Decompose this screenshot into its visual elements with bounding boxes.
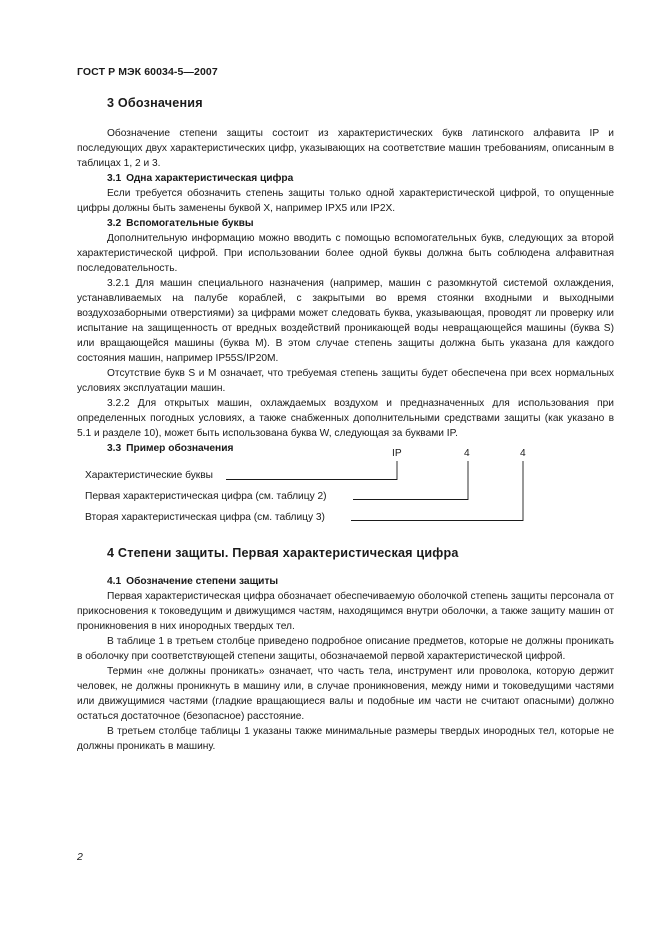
example-code-letters: IP [392, 448, 402, 459]
section-4-paragraph-1: Первая характеристическая цифра обозначает обеспечиваемую оболочкой степень защиты персонала от прикосновения к токоведущим и движущимся частям, находящимся внутри оболочки, а также защиту машин от проникновения в них инородных твердых тел. [77, 591, 614, 632]
section-4-paragraph-2: В таблице 1 в третьем столбце приведено подробное описание предметов, которые не должны проникать в оболочку при соответствующей степени защиты, обозначаемой первой характеристической цифрой. [77, 636, 614, 662]
example-label-second-digit: Вторая характеристическая цифра (см. таблицу 3) [85, 512, 325, 523]
subsection-3-3-number: 3.3 [107, 443, 122, 454]
section-3-heading: 3 Обозначения [107, 96, 203, 110]
section-4-heading: 4 Степени защиты. Первая характеристическая цифра [107, 546, 459, 560]
section-4-body [77, 574, 614, 754]
clause-3-2-1-text: 3.2.1 Для машин специального назначения (например, машин с разомкнутой системой охлаждения, устанавливаемых на палубе кораблей, с закрытыми во время стоянки входными и выходными воздухозаборными отверстиями) за цифрами может следовать буква, указывающая, проводят ли проверку или испытание на защищенность от вредных воздействий проникающей воды невращающейся машины (буква S) или вращающейся машины (буква M). В этом случае степень защиты должна быть указана для каждого состояния машин, например IP55S/IP20M. [77, 278, 614, 364]
example-label-letters: Характеристические буквы [85, 470, 213, 481]
subsection-3-2-text: Дополнительную информацию можно вводить с помощью вспомогательных букв, следующих за второй характеристической цифрой. При использовании более одной буквы должна быть соблюдена алфавитная последовательность. [77, 233, 614, 274]
subsection-3-1-number: 3.1 [107, 173, 122, 184]
subsection-3-2-title: Вспомогательные буквы [126, 218, 254, 229]
clause-3-2-1-note: Отсутствие букв S и M означает, что требуемая степень защиты будет обеспечена при всех нормальных условиях эксплуатации машин. [77, 368, 614, 394]
subsection-3-2-number: 3.2 [107, 218, 122, 229]
subsection-4-1-heading [77, 574, 614, 589]
subsection-4-1-number: 4.1 [107, 576, 122, 587]
clause-3-2-2-text: 3.2.2 Для открытых машин, охлаждаемых воздухом и предназначенных для использования при определенных погодных условиях, а также снабженных дополнительными средствами защиты (как указано в 5.1 и разделе 10), может быть использована буква W, следующая за буквами IP. [77, 398, 614, 439]
section-4-paragraph-4: В третьем столбце таблицы 1 указаны также минимальные размеры твердых инородных тел, которые не должны проникать в машину. [77, 726, 614, 752]
example-label-first-digit: Первая характеристическая цифра (см. таблицу 2) [85, 491, 327, 502]
subsection-3-1-text: Если требуется обозначить степень защиты только одной характеристической цифрой, то опущенные цифры должны быть заменены буквой X, например IPX5 или IP2X. [77, 188, 614, 214]
subsection-3-3-title: Пример обозначения [126, 443, 234, 454]
document-header: ГОСТ Р МЭК 60034-5—2007 [77, 66, 218, 78]
subsection-4-1-title: Обозначение степени защиты [126, 576, 279, 587]
section-4-paragraph-3: Термин «не должны проникать» означает, что часть тела, инструмент или проволока, которую держит человек, не должны проникнуть в машину или, в случае проникновения, между ними и токоведущими частями или движущимися частями (гладкие вращающиеся валы и подобные им части не считают опасными) должно остаться достаточное (безопасное) расстояние. [77, 666, 614, 722]
example-second-digit: 4 [520, 448, 526, 459]
page-number: 2 [77, 851, 83, 863]
section-3-intro: Обозначение степени защиты состоит из характеристических букв латинского алфавита IP и последующих двух характеристических цифр, указывающих на соответствие машин требованиям, описанным в таблицах 1, 2 и 3. [77, 128, 614, 169]
subsection-3-1-title: Одна характеристическая цифра [126, 173, 294, 184]
example-first-digit: 4 [464, 448, 470, 459]
